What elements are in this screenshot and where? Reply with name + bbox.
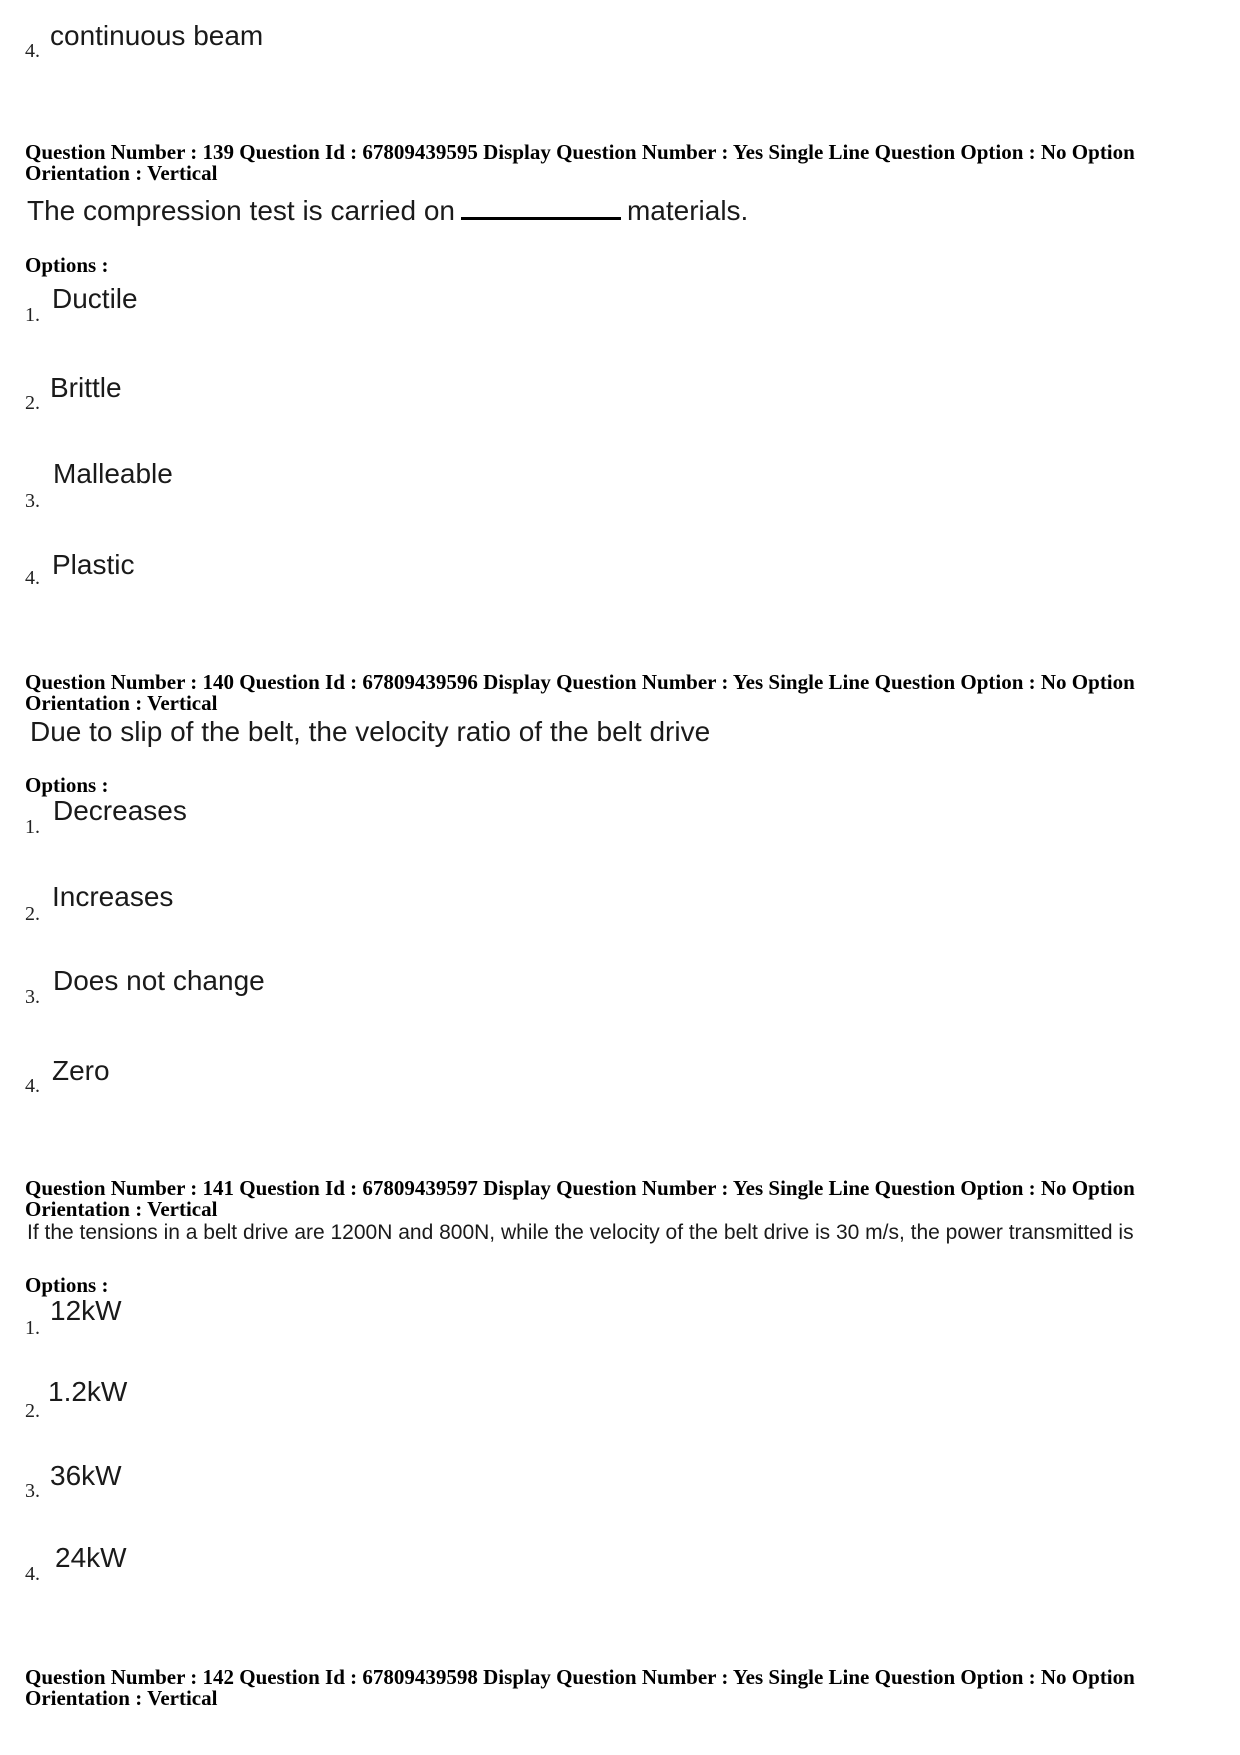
option-text: 24kW — [55, 1542, 127, 1573]
option-text: Ductile — [52, 283, 138, 314]
option-number: 1. — [25, 1317, 40, 1339]
question-meta-line1: Question Number : 142 Question Id : 67809439598 Display Question Number : Yes Single Line Question Option : No Option — [25, 1665, 1135, 1689]
option-text: Brittle — [50, 372, 122, 403]
option-text: Decreases — [53, 795, 187, 826]
question-meta-line2: Orientation : Vertical — [25, 161, 218, 185]
option-number: 2. — [25, 392, 40, 414]
question-text-after: materials. — [626, 195, 749, 226]
option-number: 4. — [25, 567, 40, 589]
option-text: continuous beam — [50, 20, 264, 51]
question-text-before: The compression test is carried on — [27, 195, 455, 226]
question-meta-line2: Orientation : Vertical — [25, 691, 218, 715]
question-meta-line2: Orientation : Vertical — [25, 1197, 218, 1221]
option-number: 4. — [25, 1563, 40, 1585]
option-number: 3. — [25, 490, 40, 512]
option-number: 3. — [25, 986, 40, 1008]
option-text: Malleable — [53, 458, 173, 489]
option-text: 1.2kW — [48, 1376, 128, 1407]
option-number: 4. — [25, 40, 40, 62]
options-label: Options : — [25, 773, 109, 797]
question-meta-line1: Question Number : 141 Question Id : 67809439597 Display Question Number : Yes Single Line Question Option : No Option — [25, 1176, 1135, 1200]
question-text: If the tensions in a belt drive are 1200N and 800N, while the velocity of the belt drive is 30 m/s, the power transmitted is — [27, 1221, 1134, 1244]
option-number: 4. — [25, 1075, 40, 1097]
options-label: Options : — [25, 1273, 109, 1297]
question-meta-line2: Orientation : Vertical — [25, 1686, 218, 1710]
question-text: Due to slip of the belt, the velocity ratio of the belt drive — [30, 716, 711, 747]
option-number: 1. — [25, 304, 40, 326]
option-number: 2. — [25, 1400, 40, 1422]
option-text: Does not change — [53, 965, 265, 996]
option-text: 12kW — [50, 1295, 122, 1326]
option-text: Plastic — [52, 549, 135, 580]
question-meta-line1: Question Number : 140 Question Id : 67809439596 Display Question Number : Yes Single Line Question Option : No Option — [25, 670, 1135, 694]
option-number: 3. — [25, 1480, 40, 1502]
question-text — [27, 195, 748, 227]
options-label: Options : — [25, 253, 109, 277]
option-number: 2. — [25, 903, 40, 925]
option-number: 1. — [25, 816, 40, 838]
option-text: Zero — [52, 1055, 110, 1086]
question-meta-line1: Question Number : 139 Question Id : 67809439595 Display Question Number : Yes Single Line Question Option : No Option — [25, 140, 1135, 164]
answer-blank — [461, 217, 621, 220]
option-text: 36kW — [50, 1460, 122, 1491]
option-text: Increases — [52, 881, 174, 912]
